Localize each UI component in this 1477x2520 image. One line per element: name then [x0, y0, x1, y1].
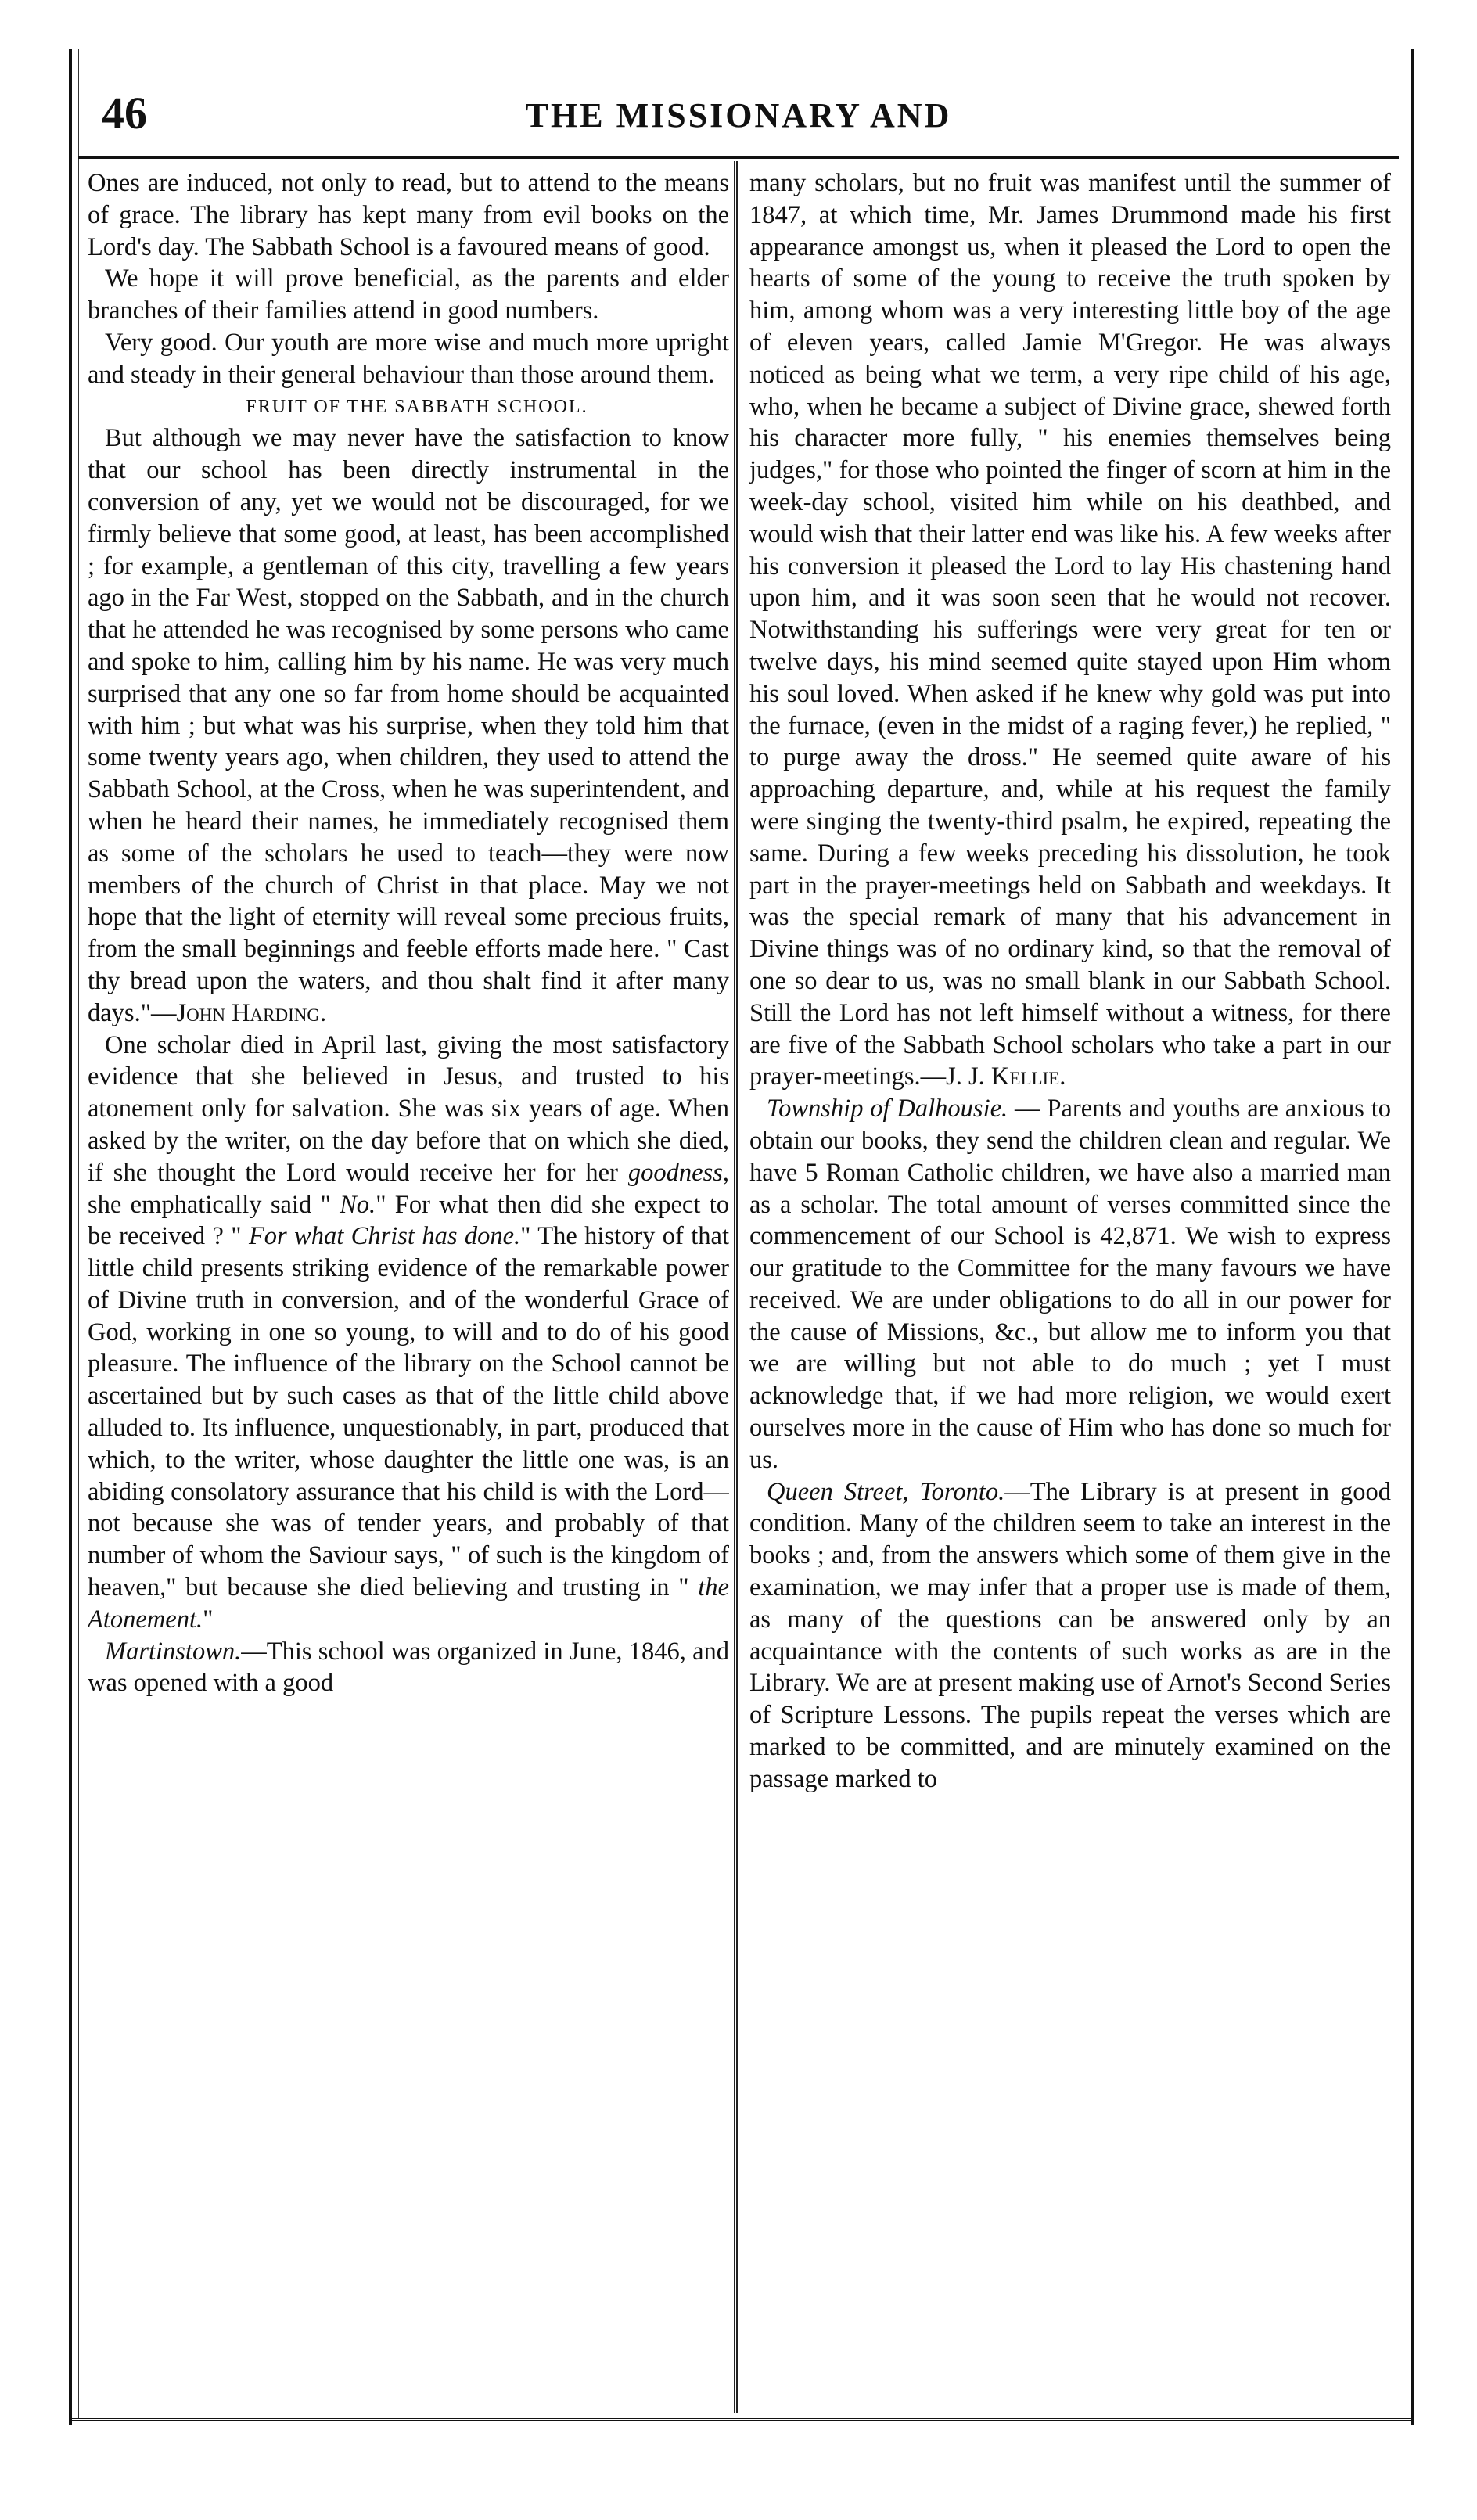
paragraph [749, 167, 1391, 1093]
paragraph [749, 1093, 1391, 1476]
place-name: Township of Dalhousie. [767, 1095, 1008, 1123]
signature: J. J. Kellie. [946, 1062, 1066, 1091]
paragraph [88, 1030, 729, 1636]
paragraph-text: " For what then did she expect to be received ? " [88, 1190, 729, 1251]
paragraph [749, 1476, 1391, 1796]
header-rule [78, 156, 1399, 159]
emphasis: goodness [627, 1158, 723, 1187]
left-column [88, 167, 729, 2407]
paragraph-text: , she emphatically said " [88, 1158, 729, 1219]
paragraph-text: many scholars, but no fruit was manifest until the summer of 1847, at which time, Mr. James Drummond made his first appearance amongst us, when it pleased the Lord to open the hearts of some of the young to receive the truth spoken by him, among whom was a very interesting little boy of the age of eleven years, called Jamie M'Gregor. He was always noticed as being what we term, a very ripe child of his age, who, when he became a subject of Divine grace, shewed forth his character more fully, " his enemies themselves being judges," for those who pointed the finger of scorn at him in the week-day school, visited him while on his deathbed, and would wish that their latter end was like his. A few weeks after his conversion it pleased the Lord to lay His chastening hand upon him, and it was soon seen that he would not recover. Notwithstanding his sufferings were very great for ten or twelve days, his mind seemed quite stayed upon Him whom his soul loved. When asked if he knew why gold was put into the furnace, (even in the midst of a raging fever,) he replied, " to purge away the dross." He seemed quite aware of his approaching departure, and, while at his request the family were singing the twenty-third psalm, he expired, repeating the same. During a few weeks preceding his dissolution, he took part in the prayer-meetings held on Sabbath and weekdays. It was the special remark of many that his advancement in Divine things was of no ordinary kind, so that the removal of one so dear to us, was no small blank in our Sabbath School. Still the Lord has not left himself without a witness, for there are five of the Sabbath School scholars who take a part in our prayer-meetings.— [749, 169, 1391, 1091]
right-column [749, 167, 1391, 2407]
paragraph [88, 1636, 729, 1700]
column-divider [734, 161, 738, 2413]
section-heading: FRUIT OF THE SABBATH SCHOOL. [246, 396, 588, 417]
page-header [78, 86, 1399, 149]
paragraph-text: One scholar died in April last, giving the most satisfactory evidence that she believed in Jesus, and trusted to his atonement only for salvation. She was six years of age. When asked by the writer, on the day before that on which she died, if she thought the Lord would receive her for her [88, 1030, 729, 1187]
emphasis: the Atonement. [88, 1573, 729, 1634]
signature: John Harding. [176, 998, 327, 1027]
emphasis: For what Christ has done. [248, 1222, 521, 1251]
paragraph-text: " [203, 1605, 214, 1634]
paragraph: Ones are induced, not only to read, but to attend to the means of grace. The library has kept many from evil books on the Lord's day. The Sabbath School is a favoured means of good. [88, 169, 729, 261]
place-name: Queen Street, Toronto. [767, 1477, 1005, 1506]
paragraph-text: — Parents and youths are anxious to obtain our books, they send the children clean and regular. We have 5 Roman Catholic children, we have also a married man as a scholar. The total amount of verses committed since the commencement of our School is 42,871. We wish to express our gratitude to the Committee for the many favours we have received. We are under obligations to do all in our power for the cause of Missions, &c., but allow me to inform you that we are willing but not able to do much ; yet I must acknowledge that, if we had more religion, we would exert ourselves more in the cause of Him who has done so much for us. [749, 1095, 1391, 1474]
paragraph: Very good. Our youth are more wise and much more upright and steady in their general behaviour than those around them. [88, 328, 729, 389]
place-name: Martinstown. [105, 1637, 242, 1666]
running-title: THE MISSIONARY AND [525, 96, 952, 135]
emphasis: No. [340, 1190, 376, 1219]
paragraph-text: —The Library is at present in good condition. Many of the children seem to take an interest in the books ; and, from the answers which some of them give in the examination, we may infer that a proper use is made of them, as many of the questions can be answered only by an acquaintance with the contents of such works as are in the Library. We are at present making use of Arnot's Second Series of Scripture Lessons. The pupils repeat the verses which are marked to be committed, and are minutely examined on the passage marked to [749, 1477, 1391, 1793]
paragraph [88, 422, 729, 1029]
footer-rule [69, 2418, 1411, 2421]
page-number: 46 [102, 88, 147, 138]
paragraph-text: " The history of that little child presents striking evidence of the remarkable power of Divine truth in conversion, and of the wonderful Grace of God, working in one so young, to will and to do of his good pleasure. The influence of the library on the School cannot be ascertained but by such cases as that of the little child above alluded to. Its influence, unquestionably, in part, produced that which, to the writer, whose daughter the little one was, is an abiding consolatory assurance that his child is with the Lord—not because she was of tender years, and probably of that number of whom the Saviour says, " of such is the kingdom of heaven," but because she died believing and trusting in " [88, 1222, 729, 1602]
paragraph-text: But although we may never have the satisfaction to know that our school has been directly instrumental in the conversion of any, yet we would not be discouraged, for we firmly believe that some good, at least, has been accomplished ; for example, a gentleman of this city, travelling a few years ago in the Far West, stopped on the Sabbath, and in the church that he attended he was recognised by some persons who came and spoke to him, calling him by his name. He was very much surprised that any one so far from home should be acquainted with him ; but what was his surprise, when they told him that some twenty years ago, when children, they used to attend the Sabbath School, at the Cross, when he was superintendent, and when he heard their names, he immediately recognised them as some of the scholars he used to teach—they were now members of the church of Christ in that place. May we not hope that the light of eternity will reveal some precious fruits, from the small beginnings and feeble efforts made here. " Cast thy bread upon the waters, and thou shalt find it after many days."— [88, 424, 729, 1027]
paragraph: We hope it will prove beneficial, as the parents and elder branches of their families attend in good numbers. [88, 264, 729, 325]
paragraph-text: —This school was organized in June, 1846, and was opened with a good [88, 1637, 729, 1698]
